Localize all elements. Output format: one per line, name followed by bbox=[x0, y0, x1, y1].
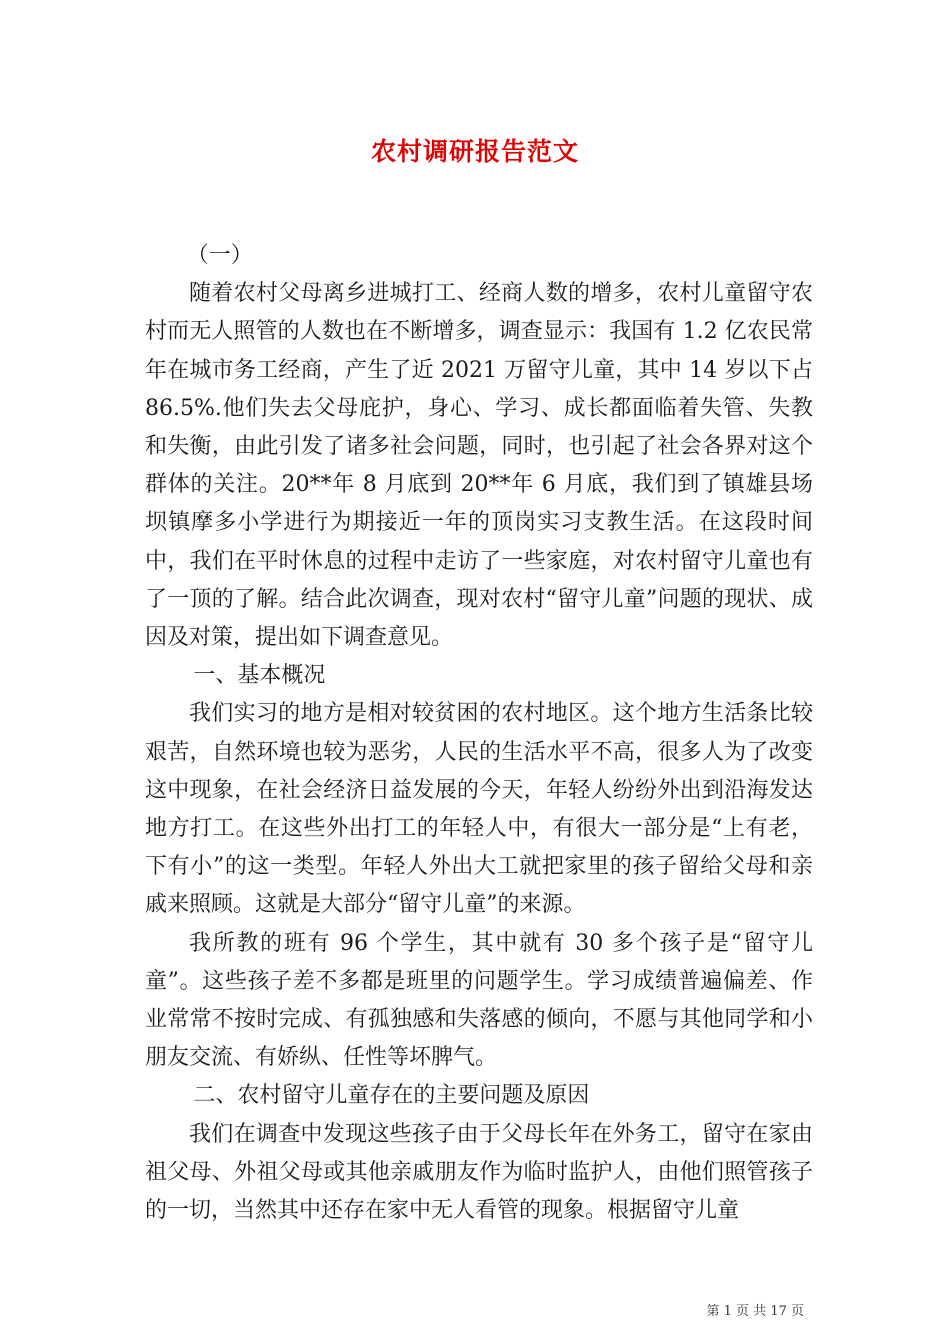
paragraph-class: 我所教的班有 96 个学生，其中就有 30 多个孩子是“留守儿童”。这些孩子差不多都是班里的问题学生。学习成绩普遍偏差、作业常常不按时完成、有孤独感和失落感的倾向，不愿与其他同学和小朋友交流、有娇纵、任性等坏脾气。 bbox=[145, 930, 813, 1071]
document-body bbox=[145, 237, 813, 1230]
section-heading-problems: 二、农村留守儿童存在的主要问题及原因 bbox=[193, 1083, 590, 1109]
document-title: 农村调研报告范文 bbox=[370, 137, 579, 166]
section-heading-basic-overview: 一、基本概况 bbox=[193, 663, 326, 689]
paragraph-intro: 随着农村父母离乡进城打工、经商人数的增多，农村儿童留守农村而无人照管的人数也在不断增多，调查显示：我国有 1.2 亿农民常年在城市务工经商，产生了近 2021 万留守儿童，其中 14 岁以下占 86.5%.他们失去父母庇护，身心、学习、成长都面临着失管、失教和失衡，由此引发了诸多社会问题，同时，也引起了社会各界对这个群体的关注。20**年 8 月底到 20**年 6 月底，我们到了镇雄县场坝镇摩多小学进行为期接近一年的顶岗实习支教生活。在这段时间中，我们在平时休息的过程中走访了一些家庭，对农村留守儿童也有了一顶的了解。结合此次调查，现对农村“留守儿童”问题的现状、成因及对策，提出如下调查意见。 bbox=[145, 281, 813, 651]
paragraph-overview: 我们实习的地方是相对较贫困的农村地区。这个地方生活条比较艰苦，自然环境也较为恶劣，人民的生活水平不高，很多人为了改变这中现象，在社会经济日益发展的今天，年轻人纷纷外出到沿海发达地方打工。在这些外出打工的年轻人中，有很大一部分是“上有老，下有小”的这一类型。年轻人外出大工就把家里的孩子留给父母和亲戚来照顾。这就是大部分“留守儿童”的来源。 bbox=[145, 701, 813, 918]
section-marker: （一） bbox=[186, 243, 253, 268]
page-number: 第 1 页 共 17 页 bbox=[706, 1304, 804, 1319]
paragraph-findings: 我们在调查中发现这些孩子由于父母长年在外务工，留守在家由祖父母、外祖父母或其他亲戚朋友作为临时监护人，由他们照管孩子的一切，当然其中还存在家中无人看管的现象。根据留守儿童 bbox=[145, 1121, 813, 1224]
